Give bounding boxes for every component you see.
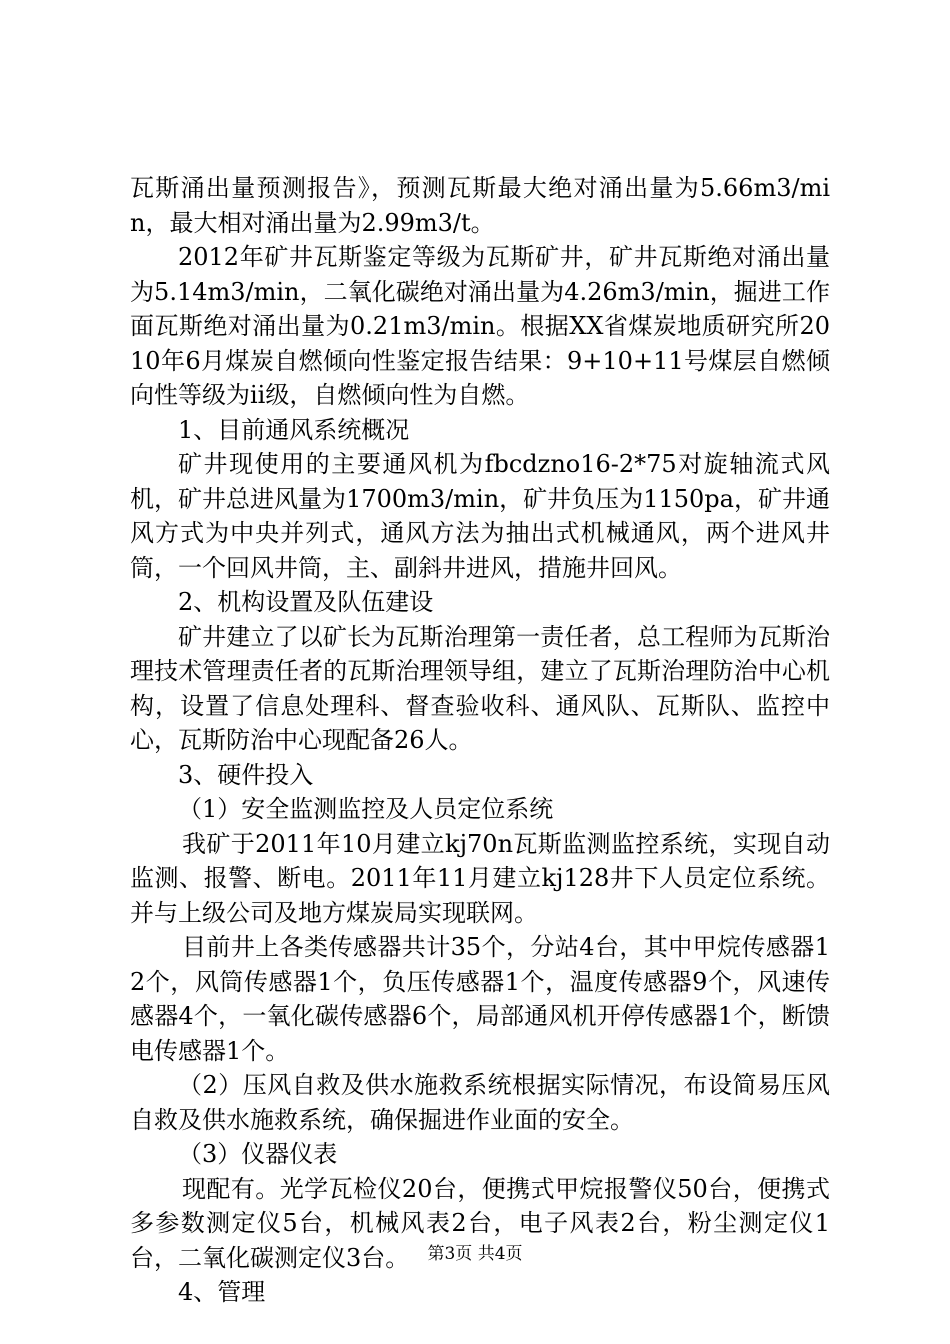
paragraph-gas-appraisal-2012: 2012年矿井瓦斯鉴定等级为瓦斯矿井，矿井瓦斯绝对涌出量为5.14m3/min，二氧化碳绝对涌出量为4.26m3/min，掘进工作面瓦斯绝对涌出量为0.21m3/min。根据XX省煤炭地质研究所2010年6月煤炭自燃倾向性鉴定报告结果：9+10+11号煤层自燃倾向性等级为ii级，自燃倾向性为自燃。 — [130, 243, 830, 409]
heading-organization: 2、机构设置及队伍建设 — [178, 588, 434, 616]
paragraph-instruments: 现配有。光学瓦检仪20台，便携式甲烷报警仪50台，便携式多参数测定仪5台，机械风表2台，电子风表2台，粉尘测定仪1台，二氧化碳测定仪3台。 — [130, 1174, 830, 1272]
document-body — [130, 171, 830, 1310]
paragraph-sensors: 目前井上各类传感器共计35个，分站4台，其中甲烷传感器12个，风筒传感器1个，负压传感器1个，温度传感器9个，风速传感器4个，一氧化碳传感器6个，局部通风机开停传感器1个，断馈电传感器1个。 — [130, 933, 830, 1065]
paragraph-compressed-air-rescue: （2）压风自救及供水施救系统根据实际情况，布设简易压风自救及供水施救系统，确保掘进作业面的安全。 — [130, 1071, 830, 1134]
page-number-footer: 第3页 共4页 — [427, 1244, 523, 1264]
paragraph-gas-forecast-continued: 瓦斯涌出量预测报告》，预测瓦斯最大绝对涌出量为5.66m3/min，最大相对涌出量为2.99m3/t。 — [130, 174, 830, 237]
paragraph-monitoring-system: 我矿于2011年10月建立kj70n瓦斯监测监控系统，实现自动监测、报警、断电。2011年11月建立kj128井下人员定位系统。并与上级公司及地方煤炭局实现联网。 — [130, 829, 830, 927]
paragraph-ventilation-system: 矿井现使用的主要通风机为fbcdzno16-2*75对旋轴流式风机，矿井总进风量为1700m3/min，矿井负压为1150pa，矿井通风方式为中央并列式，通风方法为抽出式机械通风，两个进风井筒，一个回风井筒，主、副斜井进风，措施井回风。 — [130, 450, 830, 582]
heading-instruments: （3）仪器仪表 — [178, 1140, 338, 1168]
heading-hardware: 3、硬件投入 — [178, 760, 314, 789]
heading-monitoring-system: （1）安全监测监控及人员定位系统 — [178, 795, 554, 823]
heading-management: 4、管理 — [178, 1278, 266, 1306]
heading-ventilation-overview: 1、目前通风系统概况 — [178, 415, 410, 444]
paragraph-organization: 矿井建立了以矿长为瓦斯治理第一责任者，总工程师为瓦斯治理技术管理责任者的瓦斯治理领导组，建立了瓦斯治理防治中心机构，设置了信息处理科、督查验收科、通风队、瓦斯队、监控中心，瓦斯防治中心现配备26人。 — [130, 622, 830, 754]
